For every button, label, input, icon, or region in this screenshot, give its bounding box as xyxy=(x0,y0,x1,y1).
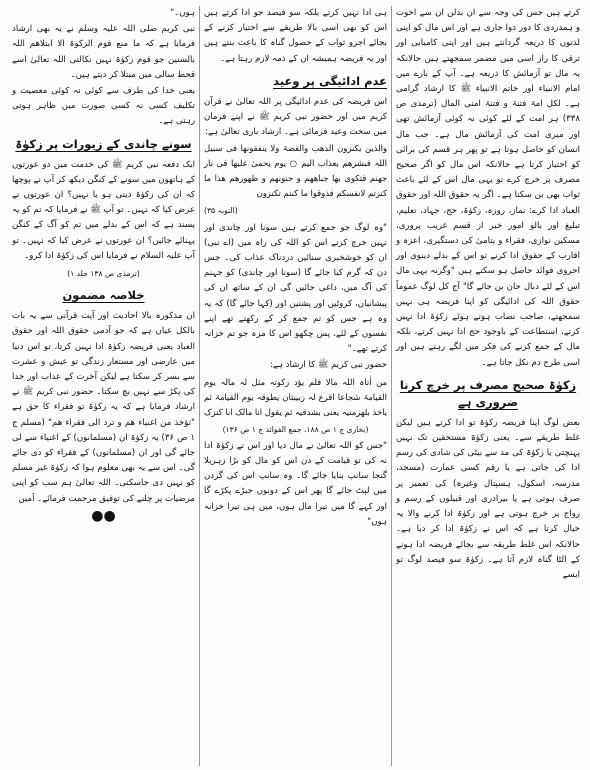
heading-gold-silver-jewelry: سونے چاندی کے زیورات پر زکوٰۃ xyxy=(15,136,192,151)
heading-warning-non-payment: عدم ادائیگی پر وعید xyxy=(273,73,387,88)
tirmidhi-reference: (ترمذی ص ۱۳۸ جلد ۱) xyxy=(67,269,140,279)
text-columns xyxy=(6,6,584,766)
paragraph-hadith-intro: حضور نبی کریم ﷺ کا ارشاد ہے: xyxy=(269,360,387,371)
paragraph-quran-intro: اس فریضہ کی عدم ادائیگی پر اللہ تعالیٰ نے قرآن کریم میں اور حضور نبی کریم ﷺ نے اپنے فرمان میں سخت وعید فرمائی ہے۔ ارشاد باری تعالیٰ ہے: xyxy=(204,96,387,138)
hadith-arabic: من اٰتاہ اللہ مالا فلم یؤد زکوتہ مثل لہ مالہ یوم القیامۃ شجاعا اقرع لہ زبیبتان یطوقہ یوم القیامۃ ثم یاخذ بلھزمتیہ یعنی بشدقیہ ثم یقول انا مالک انا کنزک xyxy=(204,376,387,417)
hadith-reference: (بخاری ج ۱ ص ۱۸۸، جمع الفوائد ج ۱ ص ۱۳۶) xyxy=(222,424,369,434)
column-middle xyxy=(200,6,392,766)
column-left xyxy=(8,6,200,766)
paragraph-bracelets-story: ایک دفعہ نبی کریم ﷺ کی خدمت میں دو عورتوں کے ہاتھوں میں سونے کے کنگن دیکھ کر آپ نے پوچھا کہ ان کی زکوٰۃ دیتی ہو یا نہیں؟ ان عورتوں نے عرض کیا کہ نہیں۔ تو آپ ﷺ نے فرمایا کہ تم کو یہ پسند ہے کہ اس کے بدلے میں تم کو آگ کے کنگن پہنائے جائیں؟ ان عورتوں نے عرض کیا کہ نہیں۔ تو آپ علیہ السلام نے فرمایا اس کی زکوٰۃ ادا کرو۔ xyxy=(12,159,195,261)
paragraph-wrong-methods: بعض لوگ اپنا فریضہ زکوٰۃ تو ادا کرتے ہیں لیکن غلط طریقے سے۔ یعنی زکوٰۃ مستحقین تک نہیں پہنچتی یا زکوٰۃ کی مد سے بیٹی کی شادی کی رسم ادا کی جاتی ہے یا رقم کسی عمارت (مسجد، مدرسہ، اسکول، ہسپتال وغیرہ) کی تعمیر پر صرف ہوتی ہے یا بیرادری اور قبیلوں کے رسم و رواج پر خرچ ہوتی ہے اور زکوٰۃ ادا کرنے والا یہ خیال کرتا ہے کہ اس نے زکوٰۃ ادا کر دیا ہے۔ حالانکہ اس غلط طریقہ سے بجائے فریضہ ادا ہونے کے الٹا گناہ لازم آتا ہے۔ زکوٰۃ سو فیصد لوگ تو ایسے xyxy=(396,417,580,580)
end-mark: ●● xyxy=(91,507,116,524)
paragraph-hadith-translation: "جس کو اللہ تعالیٰ نے مال دیا اور اس نے زکوٰۃ ادا نہ کی تو قیامت کے دن اس کو مال کو بڑا زہریلا گنجا سانپ بنایا جائے گا۔ وہ سانپ اس کی گردن میں لپٹ جائے گا پھر اس کے دونوں جبڑے پکڑے گا اور کہے گا میں تیرا مال ہوں، میں ہی تیرا خزانہ ہوں" xyxy=(204,440,387,527)
paragraph-famine-hadith: نبی کریم صلی اللہ علیہ وسلم نے یہ بھی ارشاد فرمایا ہے کہ ما منع قوم الزکوۃ الا ابتلاھم اللہ بالسنین جو قوم زکوٰۃ نہیں نکالتی اللہ تعالیٰ اسے قحط سالی میں مبتلا کر دیتے ہیں۔ xyxy=(12,24,195,80)
paragraph-summary: ان مذکورہ بالا احادیث اور آیت قرآنی سے یہ بات بالکل عیاں ہے کہ جو آدمی حقوق اللہ اور حقوق العباد یعنی فریضہ زکوٰۃ ادا نہیں کرتا، تو اس دنیا میں عارضی اور مستعار زندگی تو عیش و عشرت سے بسر کر سکتا ہے لیکن آخرت کے عذاب اور خدا کی پکڑ سے نہیں بچ سکتا۔ حضور نبی کریم ﷺ نے ارشاد فرمایا ہے کہ یہ زکوٰۃ تو فقراء کا حق ہے "تؤخذ من اغنیاء ھم و ترد الی فقراء ھم" (مسلم ج ۱ ص ۳۶) یہ زکوٰۃ ان (مسلمانوں) کے اغنیاء سے لی جائے گی اور ان (مسلمانوں) کے فقراء کو دی جائے گی۔ اس سے یہ بھی معلوم ہوا کہ زکوٰۃ غیر مسلم کو نہیں دی جاسکتی۔ اللہ تعالیٰ ہم سب کو اپنی مرضیات پر چلنے کی توفیق مرحمت فرمائے۔ آمین xyxy=(12,311,195,504)
heading-correct-use-of-zakat: زکوٰۃ صحیح مصرف پر خرچ کرنا ضروری ہے xyxy=(399,377,577,409)
paragraph-continuation: ہی ادا نہیں کرتے بلکہ سو فیصد جو ادا کرتے ہیں اس کو بھی اسی بالا طریقے سے اختیار کرنے کے بجائے اجرو ثواب کے حصول گناہ کا باعث بنتے ہیں اور یہ فریضہ ہمیشہ ان کے ذمہ لازم رہتا ہے۔ xyxy=(204,8,387,64)
heading-summary: خلاصہ مضمون xyxy=(62,288,145,303)
column-right xyxy=(392,6,584,766)
quran-reference: (التوبہ ۳۵) xyxy=(204,206,238,216)
paragraph-verse-translation: "وہ لوگ جو جمع کرتے ہیں سونا اور چاندی اور نہیں خرچ کرتے اس کو اللہ کی راہ میں (اے نبی) ان کو خوشخبری سنائیں دردناک عذاب کی۔ جس دن کہ گرم کیا جائے گا (سونا اور چاندی) کو جہنم کی آگ میں، داغی جائیں گی ان کے ساتھ ان کی پیشانیاں، کروٹیں اور پشتیں اور (کہا جائے گا) کہ یہ وہ ہے جس کو تم جمع کر کے رکھتے تھے اپنے نفسوں کے لئے، پس چکھو اس کا مزہ جو تم خزانہ کرتے تھے۔" xyxy=(204,222,387,355)
paragraph-trial-of-wealth: کرتے ہیں جس کی وجہ سے ان بدلن ان سے اخوت و ہمدردی کا دور دوا جاری ہے اور اس مال کو اپنی لذتوں کا ذریعہ گردانتے ہیں اور اپنی کامیابی اور ترقی کا راز اسی میں مضمر سمجھتے ہیں حالانکہ یہ مال تو آزمائش کا ذریعہ ہے۔ آپ کے بارے میں امام الانبیاء اور خاتم الانبیاء ﷺ کا ارشاد گرامی ہے۔ لکل امۃ فتنۃ و فتنۃ امتی المال (ترمذی ص ٣٣٨) ہر امت کے لئے کوئی نہ کوئی آزمائش تھی اور میری امت کی آزمائش مال ہے۔ جب مال انسان کو حاصل ہوتا ہے تو پھر ہر قسم کی برائی کو اختیار کرتا ہے حالانکہ اس مال کو اگر صحیح مصرف پر خرچ کرے تو یہی مال اس کے لئے باعث ثواب بھی بن سکتا ہے۔ اگر یہ حقوق اللہ اور حقوق العباد ادا کرے: نماز، روزہ، زکوٰۃ، حج، جہاد، تعلیم، تبلیغ اور بالو امور خیر از قسم غریب پروری، مسکین نوازی، فقراء و یتامیٰ کی دستگیری، اعزہ و اقارب کے حقوق ادا کرنے تو اس کے بدلے دینوی اور اخروی فوائد حاصل ہو سکتے ہیں "وگرنہ یہی مال اس کے لئے دبال جان بن جائے گا" آج کل لوگ عموماً حقوق اللہ کی ادائیگی کو اپنا فریضہ ہی نہیں سمجھتے، صاحب نصاب ہوتے ہوئے زکوٰۃ ادا نہیں کرتے، استطاعت کے باوجود حج ادا نہیں کرتے، بلکہ مال کے جمع کرنے کی فکر میں لگے رہتے ہیں اور اسی طرح دم نکل جاتا ہے۔ xyxy=(396,8,580,368)
quran-verse-arabic: والذین یکنزون الذھب والفضۃ ولا ینفقونھا فی سبیل اللہ فبشرھم بعذاب الیم ○ یوم یحمیٰ علیھا فی نار جھنم فتکوی بھا جباھھم و جنوبھم و ظھورھم ھذا ما کنزتم لانفسکم فذوقوا ما کنتم تکنزون xyxy=(204,143,387,199)
paragraph-hardship: یعنی خدا کی طرف سے کوئی نہ کوئی معصیت و تکلیف کسی نہ کسی صورت میں ظاہر ہوتی رہتی ہے۔ xyxy=(12,86,195,127)
paragraph-continuation-end: ہوں۔" xyxy=(170,8,195,18)
